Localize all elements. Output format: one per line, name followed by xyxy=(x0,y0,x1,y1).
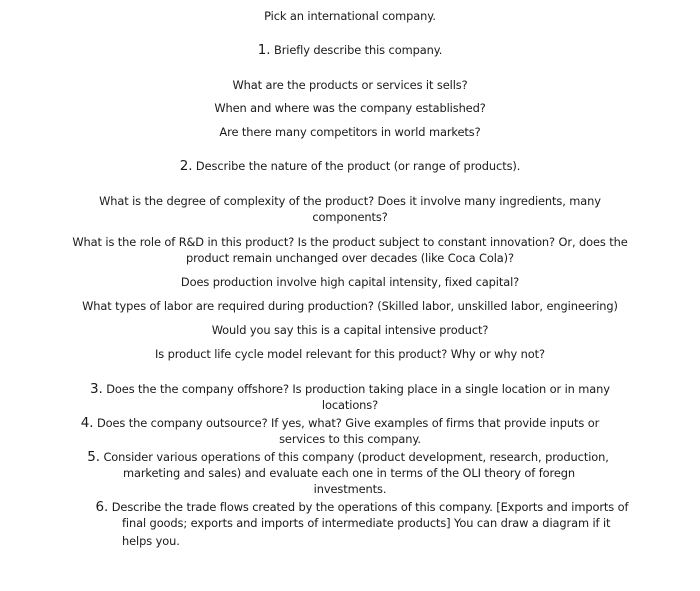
item-3-text: Does the the company offshore? Is production taking place in a single location or in many xyxy=(106,382,610,396)
section-2-number: 2. xyxy=(179,158,193,174)
item-4-text: Does the company outsource? If yes, what? Give examples of firms that provide inputs or xyxy=(96,416,600,430)
section-1-question: What are the products or services it sells? xyxy=(232,78,468,92)
item-5-line xyxy=(0,449,698,466)
item-3-line: locations? xyxy=(321,398,379,412)
section-2-question-line: What is the degree of complexity of the product? Does it involve many ingredients, many xyxy=(99,194,601,208)
section-2-question-line: product remain unchanged over decades (like Coca Cola)? xyxy=(186,251,514,265)
item-6-line: final goods; exports and imports of intermediate products] You can draw a diagram if it xyxy=(122,516,611,530)
item-4-line xyxy=(0,415,690,432)
section-1-title: Briefly describe this company. xyxy=(273,43,443,57)
item-3-number: 3. xyxy=(90,381,103,397)
section-2-question-line: What is the role of R&D in this product? Is the product subject to constant innovation? Or, does the xyxy=(72,235,628,249)
section-2-heading xyxy=(0,158,700,175)
item-6-line: helps you. xyxy=(122,534,180,548)
section-2-question: Does production involve high capital intensity, fixed capital? xyxy=(180,275,520,289)
section-2-question: Is product life cycle model relevant for this product? Why or why not? xyxy=(155,347,545,361)
section-2-question: What types of labor are required during production? (Skilled labor, unskilled labor, engineering) xyxy=(82,299,618,313)
item-4-number: 4. xyxy=(80,415,94,431)
section-1-question: When and where was the company established? xyxy=(214,101,486,115)
item-5-text: Consider various operations of this company (product development, research, production, xyxy=(103,450,609,464)
section-1-number: 1. xyxy=(257,42,271,58)
item-5-line: investments. xyxy=(313,482,387,496)
section-2-title: Describe the nature of the product (or range of products). xyxy=(195,159,521,173)
section-1-question: Are there many competitors in world markets? xyxy=(219,125,481,139)
item-5-number: 5. xyxy=(87,449,100,465)
item-5-line: marketing and sales) and evaluate each one in terms of the OLI theory of foregn xyxy=(122,466,576,480)
item-4-line: services to this company. xyxy=(279,432,421,446)
item-6-number: 6. xyxy=(95,499,109,515)
item-6-text: Describe the trade flows created by the operations of this company. [Exports and imports of xyxy=(111,500,629,514)
item-6-line xyxy=(12,499,700,516)
section-2-question-line: components? xyxy=(312,210,388,224)
section-1-heading xyxy=(0,42,700,59)
item-3-line xyxy=(0,381,700,398)
section-2-question: Would you say this is a capital intensive product? xyxy=(211,323,489,337)
intro-text: Pick an international company. xyxy=(264,9,436,23)
